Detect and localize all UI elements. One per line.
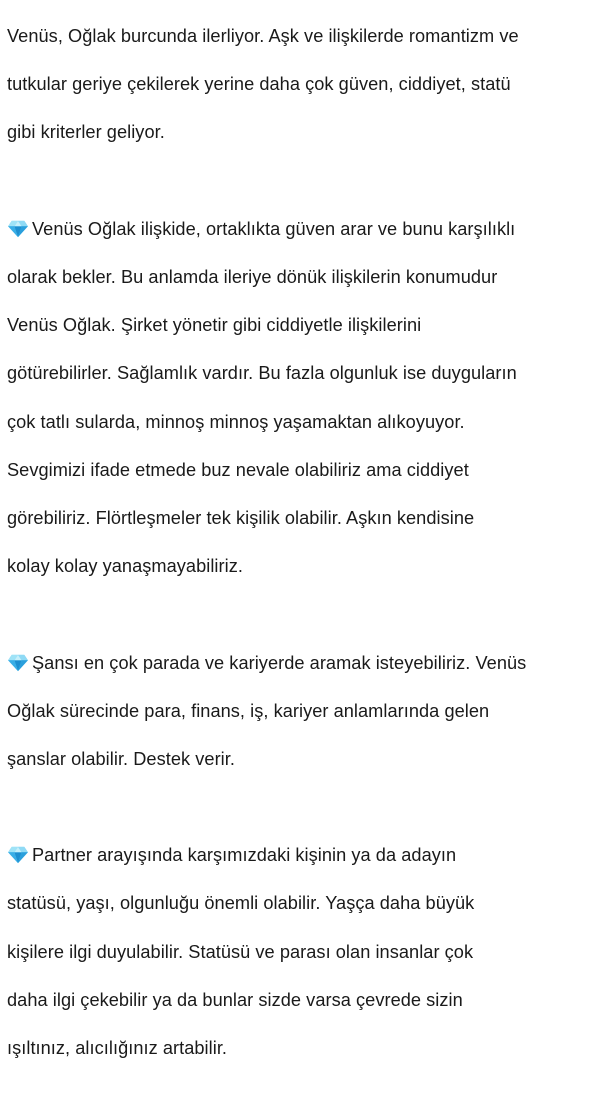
text-line: şanslar olabilir. Destek verir. <box>7 748 235 769</box>
text-line-content: Venüs Oğlak ilişkide, ortaklıkta güven arar ve bunu karşılıklı <box>32 218 516 239</box>
text-line: tutkular geriye çekilerek yerine daha çok güven, ciddiyet, statü <box>7 74 511 95</box>
text-line: kişilere ilgi duyulabilir. Statüsü ve parası olan insanlar çok <box>7 941 474 962</box>
text-line: daha ilgi çekebilir ya da bunlar sizde varsa çevrede sizin <box>7 989 463 1010</box>
post-body <box>7 0 603 1108</box>
section-paragraph-1 <box>7 193 603 603</box>
gem-stone-icon <box>7 846 29 864</box>
text-line: Venüs Oğlak. Şirket yönetir gibi ciddiyetle ilişkilerini <box>7 315 422 336</box>
text-line: gibi kriterler geliyor. <box>7 122 165 143</box>
text-line <box>7 843 603 867</box>
text-line: olarak bekler. Bu anlamda ileriye dönük ilişkilerin konumudur <box>7 267 498 288</box>
section-paragraph-3 <box>7 819 603 1084</box>
gem-stone-icon <box>7 220 29 238</box>
text-line-content: Partner arayışında karşımızdaki kişinin ya da adayın <box>32 845 457 866</box>
text-line: Oğlak sürecinde para, finans, iş, kariyer anlamlarında gelen <box>7 700 490 721</box>
text-line: götürebilirler. Sağlamlık vardır. Bu fazla olgunluk ise duyguların <box>7 363 517 384</box>
text-line: Venüs, Oğlak burcunda ilerliyor. Aşk ve ilişkilerde romantizm ve <box>7 26 519 47</box>
text-line: çok tatlı sularda, minnoş minnoş yaşamaktan alıkoyuyor. <box>7 411 465 432</box>
section-paragraph-2 <box>7 626 603 795</box>
text-line: Sevgimizi ifade etmede buz nevale olabiliriz ama ciddiyet <box>7 459 469 480</box>
gem-stone-icon <box>7 654 29 672</box>
text-line: görebiliriz. Flörtleşmeler tek kişilik olabilir. Aşkın kendisine <box>7 507 475 528</box>
intro-paragraph <box>7 0 603 169</box>
text-line: statüsü, yaşı, olgunluğu önemli olabilir. Yaşça daha büyük <box>7 893 475 914</box>
text-line-content: Şansı en çok parada ve kariyerde aramak isteyebiliriz. Venüs <box>32 652 527 673</box>
text-line: kolay kolay yanaşmayabiliriz. <box>7 556 243 577</box>
text-line <box>7 217 603 241</box>
text-line <box>7 651 603 675</box>
text-line: ışıltınız, alıcılığınız artabilir. <box>7 1038 228 1059</box>
